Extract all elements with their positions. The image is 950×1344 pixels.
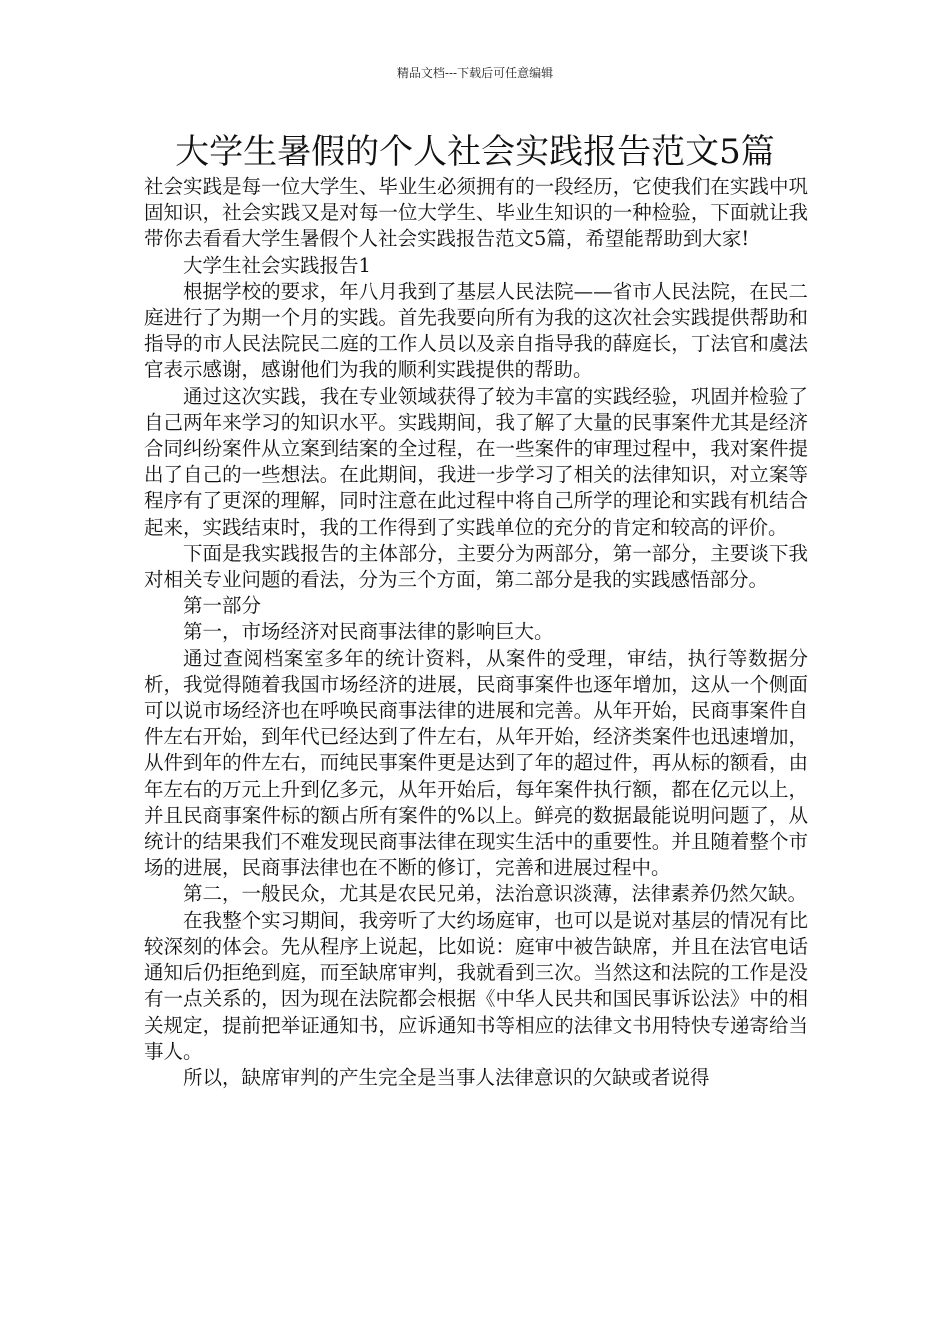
paragraph-part-heading: 第一部分 — [183, 594, 262, 618]
paragraph: 所以，缺席审判的产生完全是当事人法律意识的欠缺或者说得 — [183, 1065, 710, 1089]
paragraph: 下面是我实践报告的主体部分，主要分为两部分，第一部分，主要谈下我对相关专业问题的看法，分为三个方面，第二部分是我的实践感悟部分。 — [144, 541, 808, 592]
paragraph-intro: 社会实践是每一位大学生、毕业生必须拥有的一段经历，它使我们在实践中巩固知识，社会实践又是对每一位大学生、毕业生知识的一种检验，下面就让我带你去看看大学生暑假个人社会实践报告范文5篇，希望能帮助到大家! — [144, 175, 808, 251]
document-body — [144, 174, 808, 1091]
paragraph: 通过这次实践，我在专业领域获得了较为丰富的实践经验，巩固并检验了自己两年来学习的知识水平。实践期间，我了解了大量的民事案件尤其是经济合同纠纷案件从立案到结案的全过程，在一些案件的审理过程中，我对案件提出了自己的一些想法。在此期间，我进一步学习了相关的法律知识，对立案等程序有了更深的理解，同时注意在此过程中将自己所学的理论和实践有机结合起来，实践结束时，我的工作得到了实践单位的充分的肯定和较高的评价。 — [144, 384, 808, 539]
page-header-note: 精品文档---下载后可任意编辑 — [396, 66, 554, 80]
paragraph-point-heading: 第二，一般民众，尤其是农民兄弟，法治意识淡薄，法律素养仍然欠缺。 — [183, 882, 808, 906]
paragraph: 在我整个实习期间，我旁听了大约场庭审，也可以是说对基层的情况有比较深刻的体会。先从程序上说起，比如说：庭审中被告缺席，并且在法官电话通知后仍拒绝到庭，而至缺席审判，我就看到三次。当然这和法院的工作是没有一点关系的，因为现在法院都会根据《中华人民共和国民事诉讼法》中的相关规定，提前把举证通知书，应诉通知书等相应的法律文书用特快专递寄给当事人。 — [144, 908, 808, 1063]
document-title: 大学生暑假的个人社会实践报告范文5篇 — [175, 132, 775, 172]
paragraph: 通过查阅档案室多年的统计资料，从案件的受理，审结，执行等数据分析，我觉得随着我国市场经济的进展，民商事案件也逐年增加，这从一个侧面可以说市场经济也在呼唤民商事法律的进展和完善。从年开始，民商事案件自件左右开始，到年代已经达到了件左右，从年开始，经济类案件也迅速增加，从件到年的件左右，而纯民事案件更是达到了年的超过件，再从标的额看，由年左右的万元上升到亿多元，从年开始后，每年案件执行额，都在亿元以上，并且民商事案件标的额占所有案件的%以上。鲜亮的数据最能说明问题了，从统计的结果我们不难发现民商事法律在现实生活中的重要性。并且随着整个市场的进展，民商事法律也在不断的修订，完善和进展过程中。 — [144, 646, 808, 880]
paragraph-point-heading: 第一，市场经济对民商事法律的影响巨大。 — [183, 620, 554, 644]
paragraph: 根据学校的要求，年八月我到了基层人民法院——省市人民法院，在民二庭进行了为期一个月的实践。首先我要向所有为我的这次社会实践提供帮助和指导的市人民法院民二庭的工作人员以及亲自指导我的薛庭长，丁法官和虞法官表示感谢，感谢他们为我的顺利实践提供的帮助。 — [144, 279, 808, 382]
paragraph-section-heading: 大学生社会实践报告1 — [183, 253, 371, 277]
